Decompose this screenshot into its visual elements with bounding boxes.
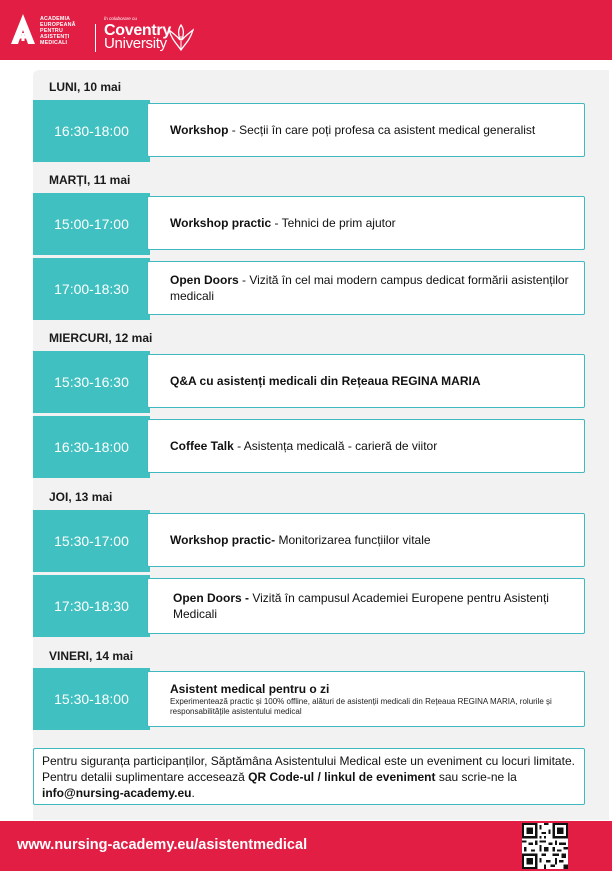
collab-label: În colaborare cu <box>104 16 137 21</box>
session-title: Q&A cu asistenți medicali din Rețeaua REGINA MARIA <box>170 374 481 388</box>
session-card <box>147 578 585 634</box>
session-description: Monitorizarea funcțiilor vitale <box>275 533 431 547</box>
time-slot: 17:30-18:30 <box>33 575 150 637</box>
academy-logo-text: ACADEMIA EUROPEANĂ PENTRU ASISTENȚI MEDICALI <box>40 16 76 47</box>
session-card <box>147 671 585 727</box>
session-description: - Secții în care poți profesa ca asistent medical generalist <box>228 123 536 137</box>
time-slot: 16:30-18:00 <box>33 416 150 478</box>
time-slot: 16:30-18:00 <box>33 100 150 162</box>
session-title: Asistent medical pentru o zi <box>170 682 330 696</box>
session-description: - Asistența medicală - carieră de viitor <box>233 439 438 453</box>
time-slot: 15:30-17:00 <box>33 510 150 572</box>
contact-email[interactable]: info@nursing-academy.eu <box>42 786 192 800</box>
session-title: Open Doors - <box>173 591 250 605</box>
session-title: Workshop <box>170 123 229 137</box>
time-slot: 15:30-18:00 <box>33 668 150 730</box>
session-card <box>147 196 585 250</box>
time-slot: 15:30-16:30 <box>33 351 150 413</box>
session-description: Experimentează practic și 100% offline, alături de asistenții medicali din Rețeaua REGINA MARIA, rolurile și responsabilitățile asistentului medical <box>170 697 552 716</box>
session-description: - Vizită în cel mai modern campus dedicat formării asistenților medicali <box>170 273 569 303</box>
day-heading: JOI, 13 mai <box>49 490 113 504</box>
day-heading: LUNI, 10 mai <box>49 80 122 94</box>
session-description: Vizită în campusul Academiei Europene pentru Asistenți Medicali <box>173 591 549 621</box>
day-heading: MIERCURI, 12 mai <box>49 331 153 345</box>
session-title: Open Doors <box>170 273 239 287</box>
partner-name-line2: University <box>104 35 167 52</box>
header-divider <box>95 24 96 52</box>
academy-logo-icon <box>10 12 36 46</box>
header-bar <box>0 0 612 60</box>
session-title: Coffee Talk <box>170 439 234 453</box>
time-slot: 15:00-17:00 <box>33 193 150 255</box>
session-title: Workshop practic <box>170 216 272 230</box>
session-card <box>147 513 585 567</box>
footer-bar <box>0 821 612 871</box>
session-card <box>147 261 585 315</box>
session-title: Workshop practic- <box>170 533 276 547</box>
day-heading: MARȚI, 11 mai <box>49 173 131 187</box>
day-heading: VINERI, 14 mai <box>49 649 134 663</box>
session-card <box>147 419 585 473</box>
info-notice: Pentru siguranța participanților, Săptămâna Asistentului Medical este un eveniment cu locuri limitate. Pentru detalii suplimentare accesează QR Code-ul / linkul de eveniment sau scrie-ne la info@nursing-academy.eu. <box>33 748 585 805</box>
session-description: - Tehnici de prim ajutor <box>271 216 396 230</box>
event-url-link[interactable]: www.nursing-academy.eu/asistentmedical <box>17 837 308 853</box>
phoenix-logo-icon <box>168 24 194 52</box>
session-card <box>147 103 585 157</box>
partner-name-line1: Coventry <box>104 22 171 39</box>
session-card <box>147 354 585 408</box>
qr-code-icon[interactable] <box>522 823 568 869</box>
qr-link-reference: QR Code-ul / linkul de eveniment <box>248 770 436 784</box>
time-slot: 17:00-18:30 <box>33 258 150 320</box>
